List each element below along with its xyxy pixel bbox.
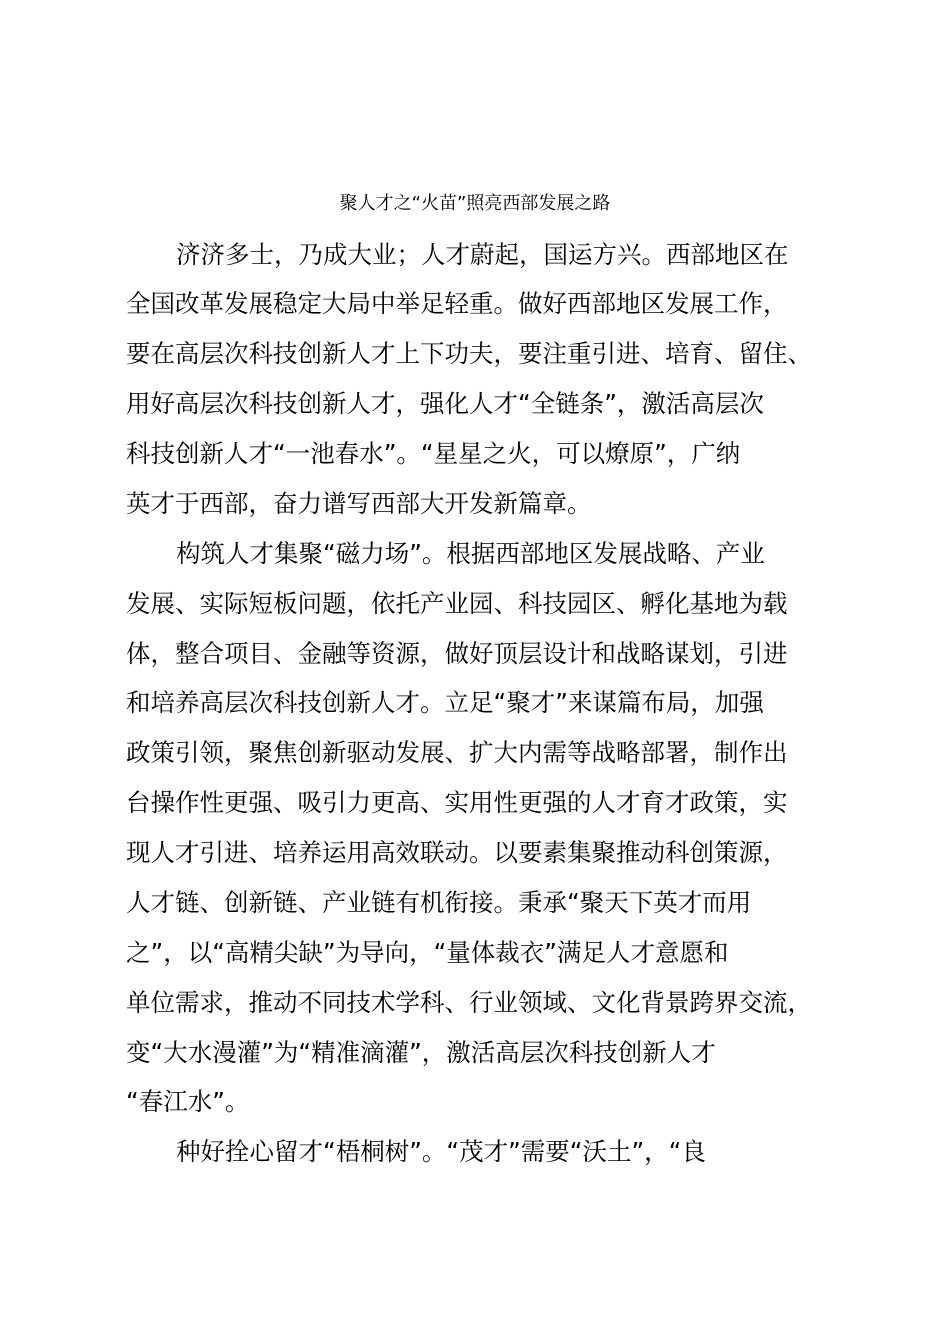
paragraph-line: 人才链、创新链、产业链有机衔接。秉承“聚天下英才而用 — [126, 888, 752, 917]
paragraph-line: 济济多士，乃成大业；人才蔚起，国运方兴。西部地区在 — [176, 240, 789, 269]
paragraph-line: 英才于西部，奋力谱写西部大开发新篇章。 — [126, 489, 592, 518]
paragraph-line: 现人才引进、培养运用高效联动。以要素集聚推动科创策源， — [126, 838, 788, 867]
paragraph-line: “春江水”。 — [126, 1087, 250, 1116]
paragraph-line: 用好高层次科技创新人才，强化人才“全链条”，激活高层次 — [126, 389, 764, 418]
paragraph-line: 台操作性更强、吸引力更高、实用性更强的人才育才政策，实 — [126, 788, 788, 817]
paragraph-line: 单位需求，推动不同技术学科、行业领域、文化背景跨界交流， — [126, 988, 812, 1017]
paragraph-line: 要在高层次科技创新人才上下功夫，要注重引进、培育、留住、 — [126, 339, 812, 368]
paragraph-line: 体，整合项目、金融等资源，做好顶层设计和战略谋划，引进 — [126, 639, 788, 668]
paragraph-line: 科技创新人才“一池春水”。“星星之火，可以燎原”，广纳 — [126, 439, 741, 468]
paragraph-line: 发展、实际短板问题，依托产业园、科技园区、孵化基地为载 — [126, 589, 788, 618]
paragraph-line: 变“大水漫灌”为“精准滴灌”，激活高层次科技创新人才 — [126, 1038, 716, 1067]
paragraph-line: 全国改革发展稳定大局中举足轻重。做好西部地区发展工作， — [126, 289, 788, 318]
paragraph-line: 之”，以“高精尖缺”为导向，“量体裁衣”满足人才意愿和 — [126, 938, 729, 967]
paragraph-line: 种好拴心留才“梧桐树”。“茂才”需要“沃土”，“良 — [176, 1137, 706, 1166]
paragraph-line: 和培养高层次科技创新人才。立足“聚才”来谋篇布局，加强 — [126, 688, 764, 717]
document-title: 聚人才之“火苗”照亮西部发展之路 — [339, 193, 611, 214]
paragraph-line: 政策引领，聚焦创新驱动发展、扩大内需等战略部署，制作出 — [126, 738, 788, 767]
paragraph-line: 构筑人才集聚“磁力场”。根据西部地区发展战略、产业 — [176, 539, 765, 568]
